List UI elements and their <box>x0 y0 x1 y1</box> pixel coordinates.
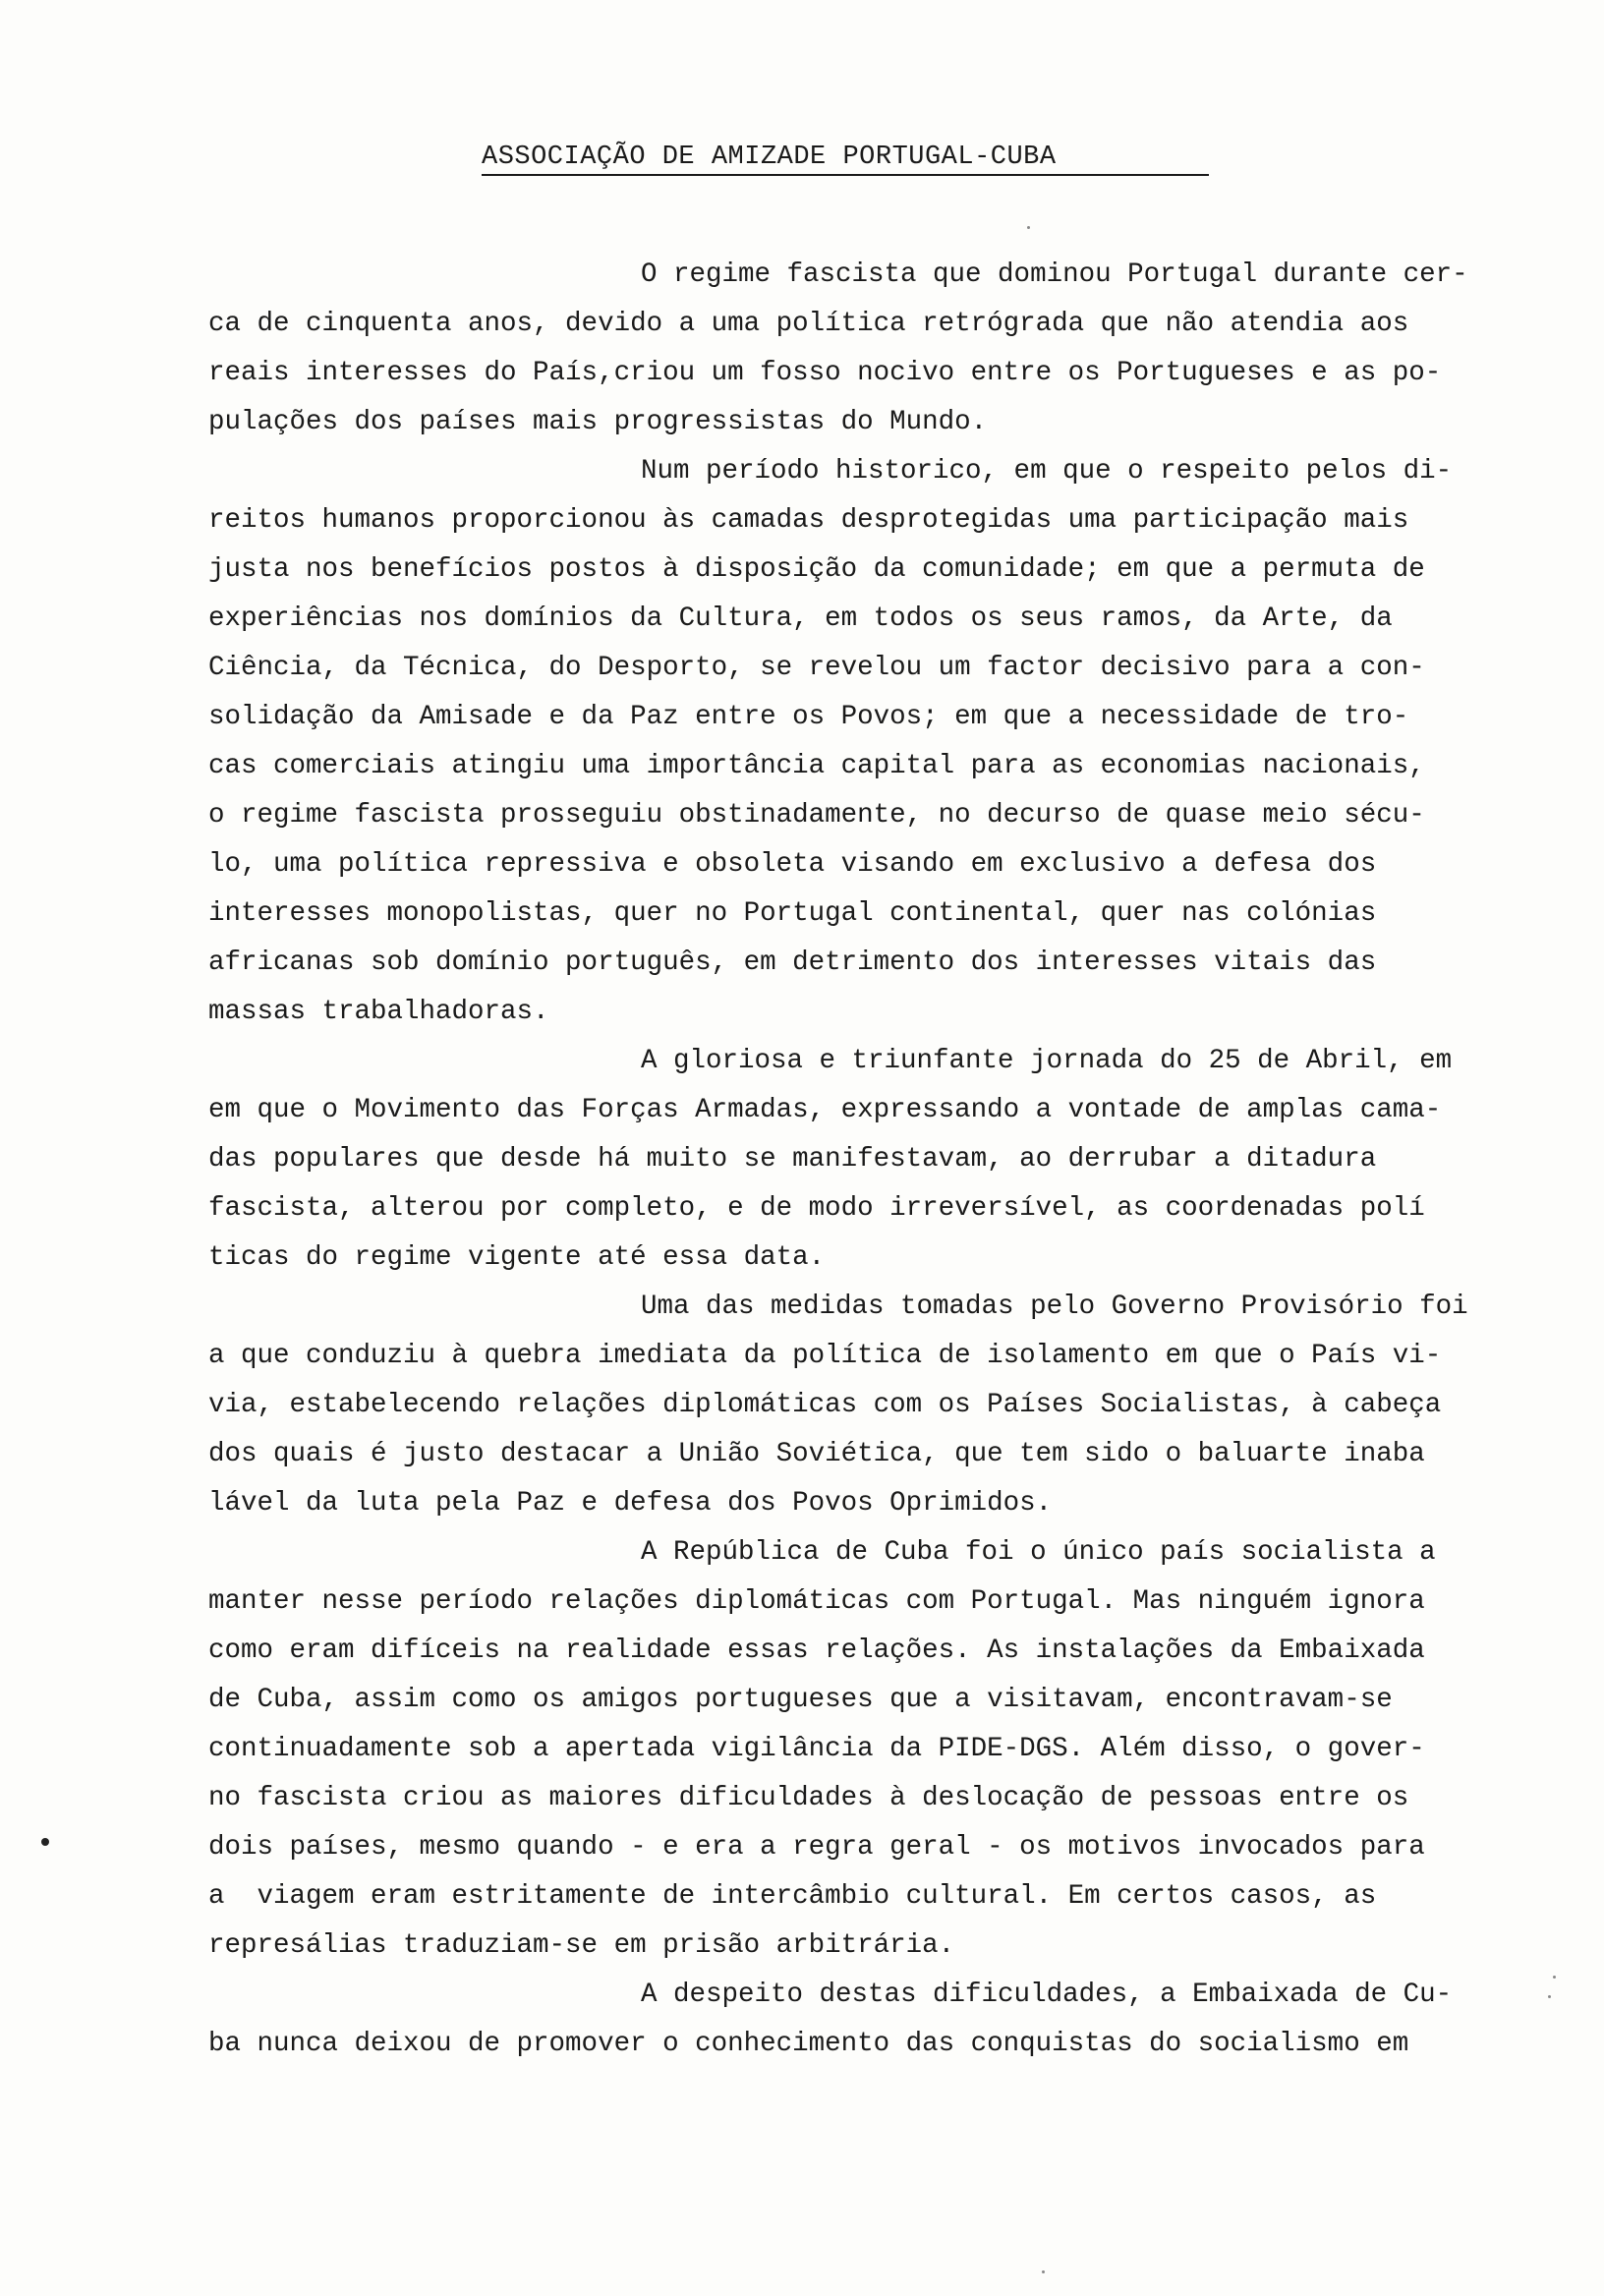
text-line: o regime fascista prosseguiu obstinadamente, no decurso de quase meio sécu- <box>208 800 1425 831</box>
scan-speck <box>1548 1995 1551 1998</box>
scan-speck <box>1553 1976 1556 1979</box>
text-line: de Cuba, assim como os amigos portugueses que a visitavam, encontravam-se <box>208 1685 1393 1715</box>
scan-speck <box>1042 2270 1045 2273</box>
text-line: justa nos benefícios postos à disposição da comunidade; em que a permuta de <box>208 554 1425 585</box>
text-line: dois países, mesmo quando - e era a regra geral - os motivos invocados para <box>208 1832 1425 1863</box>
text-line: cas comerciais atingiu uma importância capital para as economias nacionais, <box>208 751 1425 781</box>
text-line: reais interesses do País,criou um fosso nocivo entre os Portugueses e as po- <box>208 358 1442 388</box>
text-line: africanas sob domínio português, em detrimento dos interesses vitais das <box>208 947 1377 978</box>
document-body <box>208 251 1516 2069</box>
text-line: a que conduziu à quebra imediata da política de isolamento em que o País vi- <box>208 1341 1442 1371</box>
text-line: A gloriosa e triunfante jornada do 25 de Abril, em <box>641 1046 1453 1076</box>
text-line: reitos humanos proporcionou às camadas desprotegidas uma participação mais <box>208 505 1409 536</box>
text-line: em que o Movimento das Forças Armadas, expressando a vontade de amplas cama- <box>208 1095 1442 1125</box>
text-line: das populares que desde há muito se manifestavam, ao derrubar a ditadura <box>208 1144 1377 1175</box>
text-line: A despeito destas dificuldades, a Embaixada de Cu- <box>641 1980 1453 2010</box>
text-line: no fascista criou as maiores dificuldades à deslocação de pessoas entre os <box>208 1783 1409 1813</box>
text-line: manter nesse período relações diplomáticas com Portugal. Mas ninguém ignora <box>208 1586 1425 1617</box>
text-line: ba nunca deixou de promover o conhecimento das conquistas do socialismo em <box>208 2029 1409 2059</box>
text-line: Num período historico, em que o respeito pelos di- <box>641 456 1453 487</box>
text-line: via, estabelecendo relações diplomáticas com os Países Socialistas, à cabeça <box>208 1390 1442 1420</box>
text-line: lo, uma política repressiva e obsoleta visando em exclusivo a defesa dos <box>208 849 1377 880</box>
text-line: Ciência, da Técnica, do Desporto, se revelou um factor decisivo para a con- <box>208 653 1425 683</box>
text-line: lável da luta pela Paz e defesa dos Povos Oprimidos. <box>208 1488 1053 1519</box>
text-line: continuadamente sob a apertada vigilância da PIDE-DGS. Além disso, o gover- <box>208 1734 1425 1764</box>
text-line: Uma das medidas tomadas pelo Governo Provisório foi <box>641 1292 1468 1322</box>
text-line: O regime fascista que dominou Portugal durante cer- <box>641 259 1468 290</box>
text-line: pulações dos países mais progressistas do Mundo. <box>208 407 988 437</box>
text-line: dos quais é justo destacar a União Soviética, que tem sido o baluarte inaba <box>208 1439 1425 1469</box>
text-line: massas trabalhadoras. <box>208 997 549 1027</box>
text-line: represálias traduziam-se em prisão arbitrária. <box>208 1930 955 1961</box>
text-line: ca de cinquenta anos, devido a uma política retrógrada que não atendia aos <box>208 309 1409 339</box>
text-line: fascista, alterou por completo, e de modo irreversível, as coordenadas polí <box>208 1193 1425 1224</box>
text-line: ticas do regime vigente até essa data. <box>208 1242 826 1273</box>
text-line: interesses monopolistas, quer no Portugal continental, quer nas colónias <box>208 898 1377 929</box>
margin-mark <box>41 1838 49 1846</box>
text-line: como eram difíceis na realidade essas relações. As instalações da Embaixada <box>208 1636 1425 1666</box>
text-line: A República de Cuba foi o único país socialista a <box>641 1537 1436 1568</box>
text-line: a viagem eram estritamente de intercâmbio cultural. Em certos casos, as <box>208 1881 1377 1912</box>
scan-speck <box>1027 226 1030 229</box>
document-title: ASSOCIAÇÃO DE AMIZADE PORTUGAL-CUBA <box>482 143 1209 176</box>
text-line: experiências nos domínios da Cultura, em todos os seus ramos, da Arte, da <box>208 603 1393 634</box>
text-line: solidação da Amisade e da Paz entre os Povos; em que a necessidade de tro- <box>208 702 1409 732</box>
